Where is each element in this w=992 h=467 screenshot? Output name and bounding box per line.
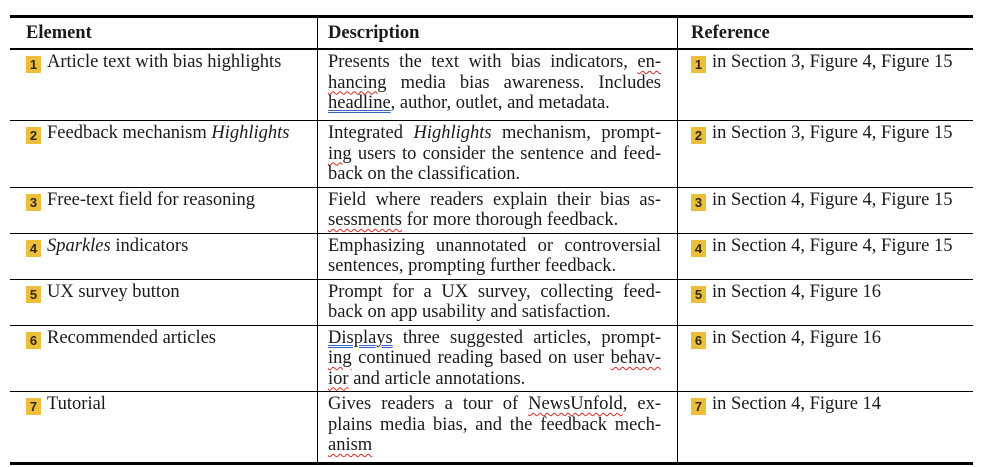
description-line: [328, 210, 661, 231]
element-label: [26, 328, 311, 349]
text-segment: ior: [328, 368, 349, 389]
row-number-badge: 4: [691, 240, 706, 257]
element-label: [26, 190, 311, 211]
description-line: [328, 302, 661, 323]
description-line: [328, 190, 661, 211]
element-label: [26, 282, 311, 303]
text-segment: back on the classification.: [328, 164, 521, 184]
text-segment: three suggested articles, prompt-: [392, 327, 661, 348]
row-number-badge: 7: [26, 398, 41, 415]
text-segment: en-: [637, 52, 661, 72]
description-line: [328, 256, 661, 277]
reference-text: [691, 190, 967, 211]
description-line: [328, 93, 661, 114]
description-cell: [317, 392, 677, 462]
row-number-badge: 2: [26, 127, 41, 144]
reference-cell: [677, 392, 973, 462]
row-number-badge: 3: [26, 194, 41, 211]
row-number-badge: 5: [26, 286, 41, 303]
text-segment: Tutorial: [47, 394, 106, 414]
description-line: [328, 369, 661, 390]
row-number-badge: 5: [691, 286, 706, 303]
reference-text: [691, 123, 967, 144]
text-segment: hancing: [328, 72, 387, 93]
column-header-reference: Reference: [677, 18, 973, 48]
element-cell: [10, 188, 317, 233]
text-segment: Integrated: [328, 123, 414, 143]
description-line: [328, 52, 661, 73]
row-number-badge: 4: [26, 240, 41, 257]
table-row: [10, 279, 973, 325]
reference-cell: [677, 121, 973, 187]
text-segment: in Section 4, Figure 4, Figure 15: [712, 189, 953, 210]
reference-text: [691, 236, 967, 257]
column-header-description: Description: [317, 18, 677, 48]
element-cell: [10, 280, 317, 325]
text-segment: headline: [328, 93, 391, 113]
description-line: [328, 236, 661, 257]
text-segment: sessments: [328, 210, 402, 230]
reference-cell: [677, 326, 973, 392]
text-segment: for more thorough feedback.: [402, 210, 619, 230]
text-segment: NewsUnfold: [528, 394, 623, 414]
row-number-badge: 1: [26, 56, 41, 73]
text-segment: plains media bias, and the feedback mech-: [328, 414, 661, 435]
description-cell: [317, 50, 677, 120]
text-segment: in Section 3, Figure 4, Figure 15: [712, 123, 953, 143]
description-line: [328, 415, 661, 436]
table-row: [10, 50, 973, 120]
reference-cell: [677, 50, 973, 120]
text-segment: in Section 4, Figure 16: [712, 327, 882, 348]
reference-text: [691, 328, 967, 349]
text-segment: Sparkles: [47, 235, 111, 256]
text-segment: mechanism, prompt-: [491, 123, 661, 143]
text-segment: Recommended articles: [47, 327, 217, 348]
text-segment: ing: [328, 348, 352, 368]
reference-text: [691, 52, 967, 73]
text-segment: Highlights: [211, 123, 290, 143]
text-segment: indicators: [110, 235, 189, 256]
row-number-badge: 2: [691, 127, 706, 144]
row-number-badge: 7: [691, 398, 706, 415]
description-line: [328, 123, 661, 144]
row-number-badge: 3: [691, 194, 706, 211]
reference-text: [691, 394, 967, 415]
text-segment: in Section 4, Figure 14: [712, 394, 882, 414]
text-segment: Emphasizing unannotated or controversial: [328, 235, 661, 256]
table-row: [10, 187, 973, 233]
element-cell: [10, 234, 317, 279]
element-cell: [10, 121, 317, 187]
description-line: [328, 282, 661, 303]
description-line: [328, 435, 661, 456]
table-body: [10, 50, 973, 462]
row-number-badge: 1: [691, 56, 706, 73]
description-line: [328, 348, 661, 369]
text-segment: UX survey button: [47, 281, 180, 302]
description-cell: [317, 326, 677, 392]
reference-text: [691, 282, 967, 303]
element-label: [26, 52, 311, 73]
text-segment: Feedback mechanism: [47, 123, 212, 143]
text-segment: Presents the text with bias indicators,: [328, 52, 638, 72]
text-segment: Displays: [328, 327, 393, 348]
text-segment: and article annotations.: [348, 368, 526, 389]
element-label: [26, 236, 311, 257]
description-line: [328, 73, 661, 94]
description-cell: [317, 121, 677, 187]
table-row: [10, 325, 973, 392]
element-label: [26, 123, 311, 144]
text-segment: media bias awareness. Includes: [386, 72, 661, 93]
text-segment: in Section 3, Figure 4, Figure 15: [712, 52, 953, 72]
description-line: [328, 144, 661, 165]
text-segment: ing: [328, 143, 352, 164]
text-segment: in Section 4, Figure 16: [712, 281, 882, 302]
text-segment: Field where readers explain their bias as-: [328, 189, 661, 210]
text-segment: Free-text field for reasoning: [47, 189, 256, 210]
text-segment: Article text with bias highlights: [47, 52, 282, 72]
text-segment: Highlights: [413, 123, 492, 143]
description-cell: [317, 234, 677, 279]
element-cell: [10, 50, 317, 120]
description-cell: [317, 280, 677, 325]
description-cell: [317, 188, 677, 233]
text-segment: Gives readers a tour of: [328, 394, 529, 414]
text-segment: sentences, prompting further feedback.: [328, 256, 617, 276]
text-segment: anism: [328, 435, 373, 455]
table-row: [10, 120, 973, 187]
element-cell: [10, 326, 317, 392]
text-segment: back on app usability and satisfaction.: [328, 302, 611, 322]
text-segment: in Section 4, Figure 4, Figure 15: [712, 235, 953, 256]
text-segment: , ex-: [622, 394, 661, 414]
row-number-badge: 6: [691, 332, 706, 349]
element-cell: [10, 392, 317, 462]
element-label: [26, 394, 311, 415]
text-segment: , author, outlet, and metadata.: [390, 93, 610, 113]
reference-cell: [677, 234, 973, 279]
text-segment: Prompt for a UX survey, collecting feed-: [328, 281, 661, 302]
table-header-row: [10, 18, 973, 50]
text-segment: users to consider the sentence and feed-: [351, 143, 661, 164]
description-line: [328, 394, 661, 415]
text-segment: behav-: [610, 348, 661, 368]
table-row: [10, 233, 973, 279]
reference-cell: [677, 280, 973, 325]
text-segment: continued reading based on user: [351, 348, 611, 368]
table-row: [10, 391, 973, 462]
description-line: [328, 328, 661, 349]
description-line: [328, 164, 661, 185]
reference-cell: [677, 188, 973, 233]
column-header-element: Element: [26, 23, 92, 43]
elements-reference-table: [10, 15, 973, 465]
row-number-badge: 6: [26, 332, 41, 349]
